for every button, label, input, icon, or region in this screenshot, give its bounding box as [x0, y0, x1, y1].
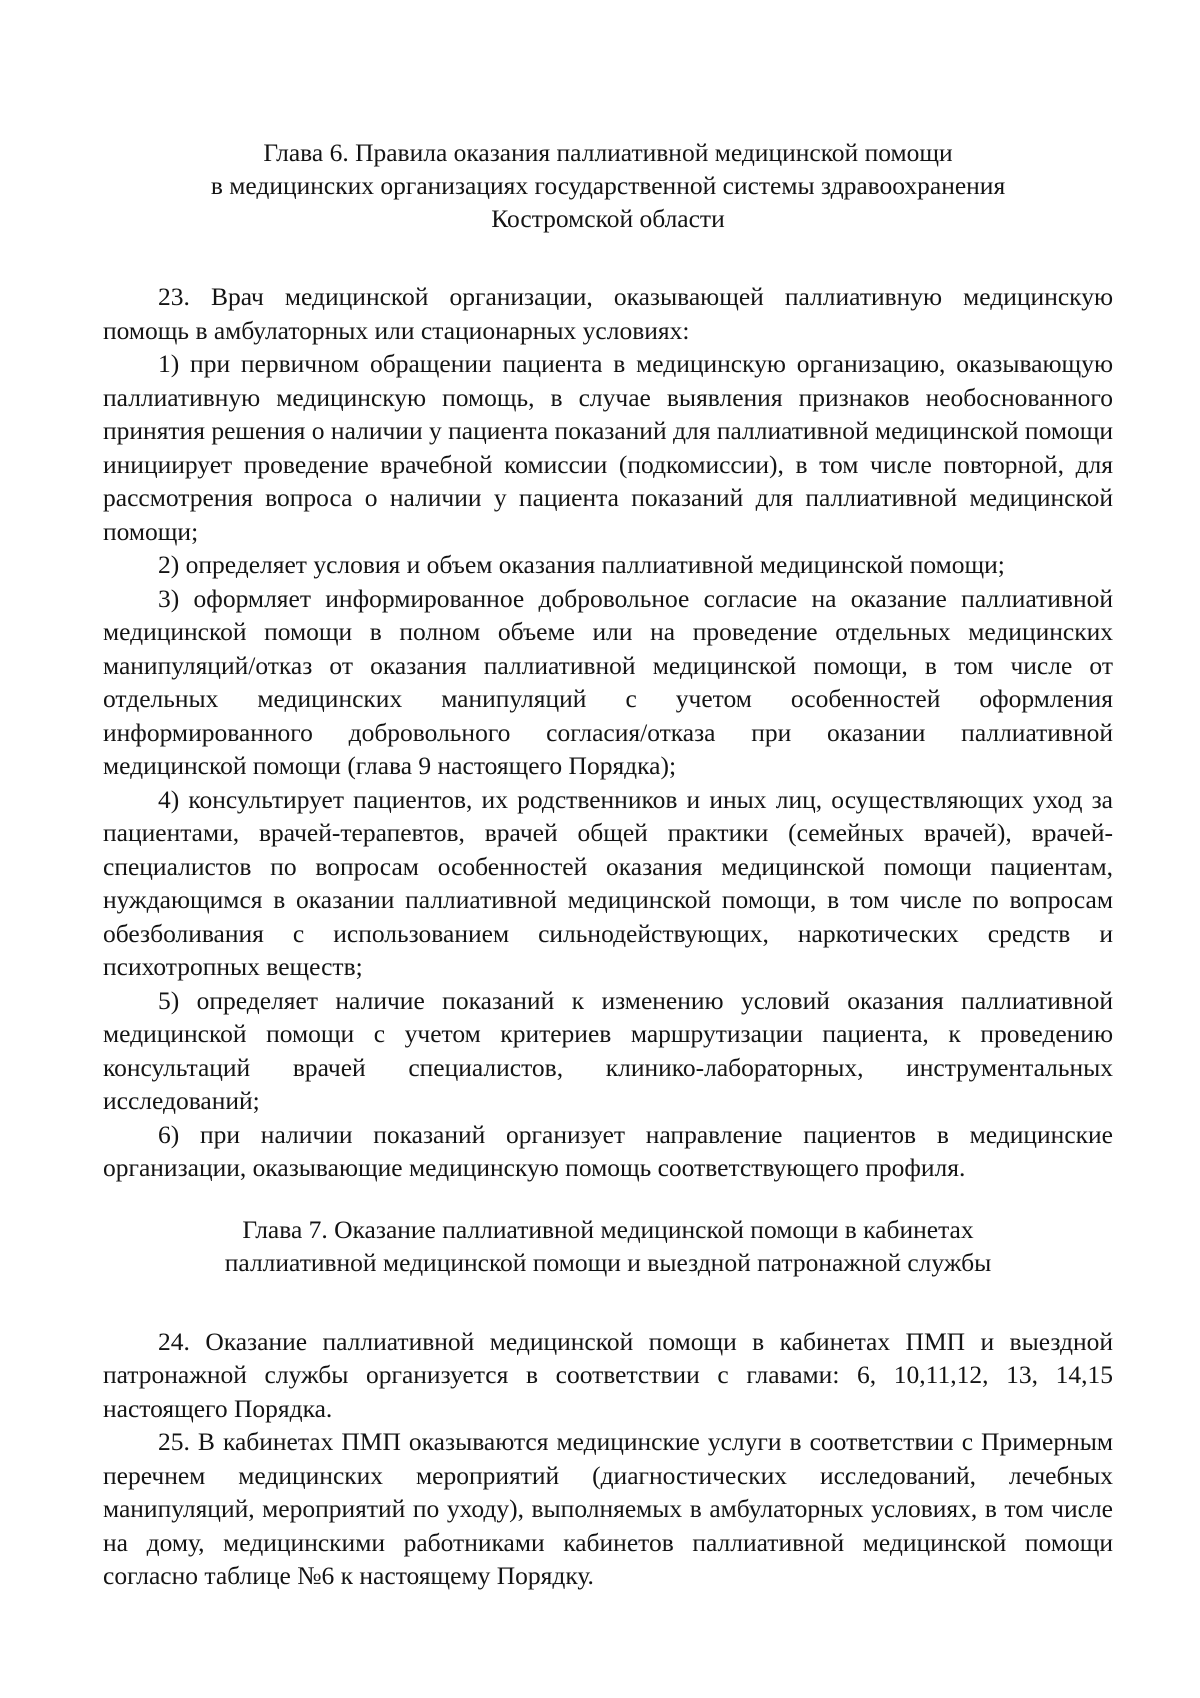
list-item-5: 5) определяет наличие показаний к изменению условий оказания паллиативной медицинской помощи с учетом критериев маршрутизации пациента, к проведению консультаций врачей специалистов, клинико-лабораторных, инструментальных исследований; [103, 985, 1113, 1115]
chapter-7-title [103, 1213, 1113, 1279]
chapter-7-body [103, 1325, 1113, 1593]
chapter-6-body [103, 280, 1113, 1185]
list-item-2: 2) определяет условия и объем оказания паллиативной медицинской помощи; [158, 550, 1005, 579]
list-item-1: 1) при первичном обращении пациента в медицинскую организацию, оказывающую паллиативную медицинскую помощь, в случае выявления признаков необоснованного принятия решения о наличии у пациента показаний для паллиативной медицинской помощи инициирует проведение врачебной комиссии (подкомиссии), в том числе повторной, для рассмотрения вопроса о наличии у пациента показаний для паллиативной медицинской помощи; [103, 349, 1113, 546]
chapter-6-title-line: Костромской области [491, 204, 725, 233]
document-page [103, 136, 1113, 1593]
chapter-6-title-line: в медицинских организациях государственной системы здравоохранения [210, 171, 1006, 200]
paragraph-24: 24. Оказание паллиативной медицинской помощи в кабинетах ПМП и выездной патронажной службы организуется в соответствии с главами: 6, 10,11,12, 13, 14,15 настоящего Порядка. [103, 1326, 1113, 1423]
chapter-6-title-line: Глава 6. Правила оказания паллиативной медицинской помощи [263, 138, 953, 167]
chapter-7-title-line: Глава 7. Оказание паллиативной медицинской помощи в кабинетах [242, 1214, 974, 1244]
list-item-3: 3) оформляет информированное добровольное согласие на оказание паллиативной медицинской помощи в полном объеме или на проведение отдельных медицинских манипуляций/отказ от оказания паллиативной медицинской помощи, в том числе от отдельных медицинских манипуляций с учетом особенностей оформления информированного добровольного согласия/отказа при оказании паллиативной медицинской помощи (глава 9 настоящего Порядка); [103, 583, 1113, 780]
chapter-6-title [103, 136, 1113, 235]
paragraph-23: 23. Врач медицинской организации, оказывающей паллиативную медицинскую помощь в амбулаторных или стационарных условиях: [103, 282, 1113, 345]
chapter-7-title-line: паллиативной медицинской помощи и выездной патронажной службы [224, 1247, 992, 1277]
paragraph-25: 25. В кабинетах ПМП оказываются медицинские услуги в соответствии с Примерным перечнем медицинских мероприятий (диагностических исследований, лечебных манипуляций, мероприятий по уходу), выполняемых в амбулаторных условиях, в том числе на дому, медицинскими работниками кабинетов паллиативной медицинской помощи согласно таблице №6 к настоящему Порядку. [103, 1427, 1113, 1590]
list-item-4: 4) консультирует пациентов, их родственников и иных лиц, осуществляющих уход за пациентами, врачей-терапевтов, врачей общей практики (семейных врачей), врачей-специалистов по вопросам особенностей оказания медицинской помощи пациентам, нуждающимся в оказании паллиативной медицинской помощи, в том числе по вопросам обезболивания с использованием сильнодействующих, наркотических средств и психотропных веществ; [103, 784, 1113, 981]
list-item-6: 6) при наличии показаний организует направление пациентов в медицинские организации, оказывающие медицинскую помощь соответствующего профиля. [103, 1119, 1113, 1182]
